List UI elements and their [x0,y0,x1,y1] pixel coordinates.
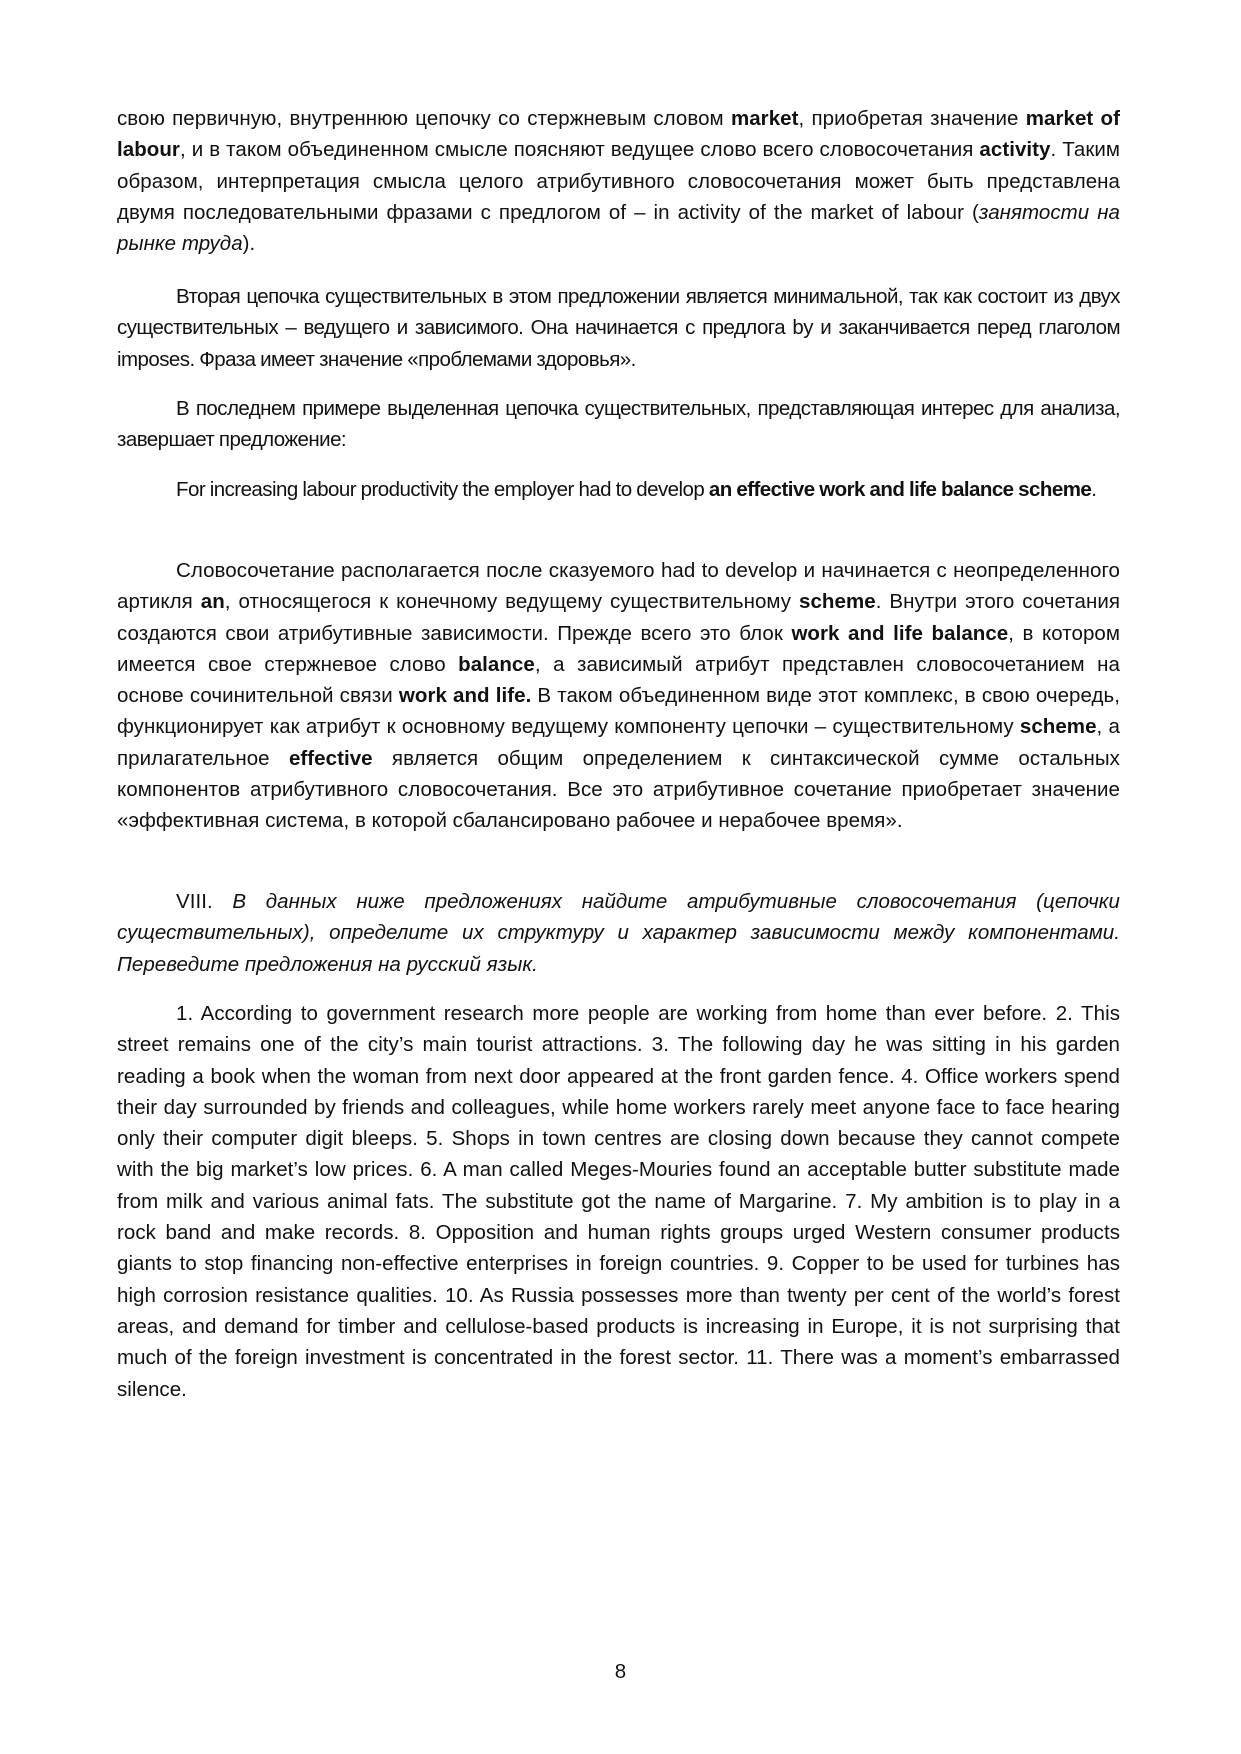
text-run: Вторая цепочка существительных в этом предложении является минимальной, так как состоит из двух существительных – ведущего и зависимого. Она начинается с предлога by и заканчивается перед глаголом imposes. Фраза имеет значение «проблемами здоровья». [117,285,1120,371]
text-run: , в котором имеется свое стержневое слово [117,621,1120,676]
text-run: For increasing labour productivity the employer had to develop [176,478,709,501]
text-run: , относящегося к конечному ведущему существительному [224,590,800,614]
text-run: , а прилагательное [117,715,1120,770]
bold-term: work and life. [398,684,532,708]
paragraph [117,886,1120,980]
bold-term: scheme [1019,715,1097,739]
text-run: является общим определением к синтаксической сумме остальных компонентов атрибутивного словосочетания. Все это атрибутивное сочетание приобретает значение «эффективная система, в которой сбалансировано рабочее и нерабочее время». [117,746,1120,833]
bold-term: effective [288,746,373,770]
paragraph-continuation [117,103,1120,259]
text-run: 1. According to government research more people are working from home than ever before. 2. This street remains one of the city’s main tourist attractions. 3. The following day he was sitting in his garden reading a book when the woman from next door appeared at the front garden fence. 4. Office workers spend their day surrounded by friends and colleagues, while home workers rarely meet anyone face to face hearing only their computer digit bleeps. 5. Shops in town centres are closing down because they cannot compete with the big market’s low prices. 6. A man called Meges-Mouries found an acceptable butter substitute made from milk and various animal fats. The substitute got the name of Margarine. 7. My ambition is to play in a rock band and make records. 8. Opposition and human rights groups urged Western consumer products giants to stop financing non-effective enterprises in foreign countries. 9. Copper to be used for turbines has high corrosion resistance qualities. 10. As Russia possesses more than twenty per cent of the world’s forest areas, and demand for timber and cellulose-based products is increasing in Europe, it is not surprising that much of the foreign investment is concentrated in the forest sector. 11. There was a moment’s embarrassed silence. [117,1002,1120,1401]
bold-term: an [200,590,225,614]
bold-term: activity [979,138,1051,162]
text-run: Словосочетание располагается после сказуемого had to develop и начинается с неопределенного артикля [117,559,1120,614]
paragraph [117,281,1120,375]
paragraph [117,998,1120,1405]
bold-term: balance [458,652,535,676]
paragraph-second-chain [117,281,1120,375]
italic-text: В данных ниже предложениях найдите атрибутивные словосочетания (цепочки существительных), определите их структуру и характер зависимости между компонентами. Переведите предложения на русский язык. [117,890,1120,976]
bold-term: market [730,107,799,130]
text-run: В последнем примере выделенная цепочка существительных, представляющая интерес для анализа, завершает предложение: [117,397,1120,452]
text-run: . [1091,478,1097,501]
exercise-viii-instruction [117,886,1120,980]
paragraph-analysis [117,555,1120,837]
paragraph [117,103,1120,259]
text-run: , приобретая значение [798,107,1026,130]
text-run: , и в таком объединенном смысле поясняют ведущее слово всего словосочетания [179,138,980,162]
text-run: В таком объединенном виде этот комплекс, в свою очередь, функционирует как атрибут к основному ведущему компоненту цепочки – существительному [117,684,1120,739]
bold-term: an effective work and life balance scheme [708,478,1092,501]
text-run: VIII. [176,890,233,913]
bold-term: work and life balance [791,621,1009,645]
text-run: свою первичную, внутреннюю цепочку со стержневым словом [117,107,731,130]
text-run: . Таким образом, интерпретация смысла целого атрибутивного словосочетания может быть представлена двумя последовательными фразами с предлогом of – in activity of the market of labour ( [117,138,1121,224]
bold-term: market of labour [117,107,1120,162]
example-sentence [117,474,1120,505]
paragraph [117,393,1120,456]
paragraph-last-example-intro [117,393,1120,456]
text-run: ). [242,232,256,256]
paragraph [117,555,1120,837]
paragraph [117,474,1120,505]
italic-text: занятости на рынке труда [117,200,1120,256]
text-run: . Внутри этого сочетания создаются свои атрибутивные зависимости. Прежде всего это блок [117,590,1120,645]
page-number: 8 [614,1660,627,1683]
exercise-viii-sentences [117,998,1120,1405]
bold-term: scheme [799,590,876,614]
text-run: , а зависимый атрибут представлен словосочетанием на основе сочинительной связи [117,652,1120,708]
